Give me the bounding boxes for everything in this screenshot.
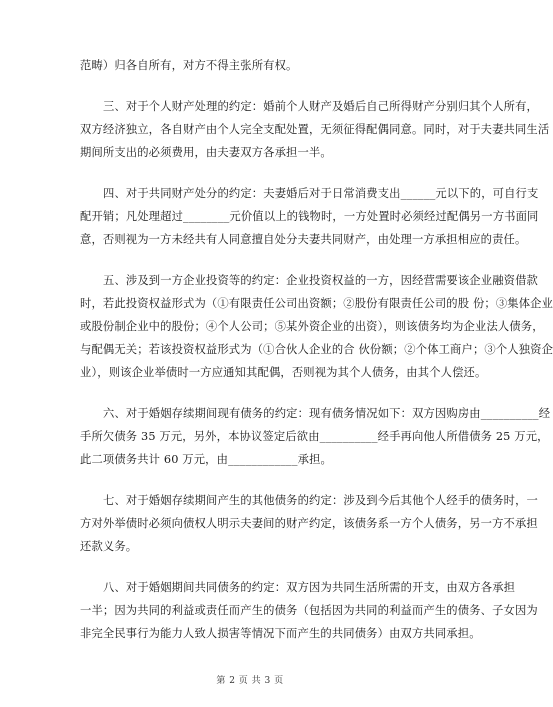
text-line: 此二项债务共计 60 万元，由____________承担。: [80, 453, 332, 466]
text-line: 八、对于婚姻期间共同债务的约定：双方因为共同生活所需的开支，由双方各承担: [103, 581, 516, 594]
text-line: 方对外举债时必须向债权人明示夫妻间的财产约定，该债务系一方个人债务，另一方不承担: [80, 517, 538, 530]
text-line: 四、对于共同财产处分的约定：夫妻婚后对于日常消费支出______元以下的，可自行支: [103, 187, 539, 200]
text-line: 七、对于婚姻存续期间产生的其他债务的约定：涉及到今后其他个人经手的债务时，一: [103, 494, 538, 507]
text-line: 范畴）归各自所有，对方不得主张所有权。: [80, 59, 298, 72]
page-footer: 第 2 页 共 3 页: [216, 676, 284, 686]
text-line: 非完全民事行为能力人致人损害等情况下而产生的共同债务）由双方共同承担。: [80, 627, 481, 640]
text-line: 手所欠债务 35 万元，另外，本协议签定后欲由__________经手再向他人所借债务 25 万元，: [80, 430, 549, 443]
text-line: 意，否则视为一方未经共有人同意擅自处分夫妻共同财产，由处理一方承担相应的责任。: [80, 233, 527, 246]
text-line: 配开销；凡处理超过________元价值以上的钱物时，一方处置时必须经过配偶另一方书面同: [80, 210, 539, 223]
text-line: 六、对于婚姻存续期间现有债务的约定：现有债务情况如下：双方因购房由__________经: [103, 407, 551, 420]
text-line: 期间所支出的必须费用，由夫妻双方各承担一半。: [80, 146, 332, 159]
text-line: 还款义务。: [80, 540, 138, 553]
text-line: 三、对于个人财产处理的约定：婚前个人财产及婚后自己所得财产分别归其个人所有，: [103, 100, 538, 113]
text-line: 双方经济独立，各自财产由个人完全支配处置，无须征得配偶同意。同时，对于夫妻共同生活: [80, 123, 550, 136]
text-line: 五、涉及到一方企业投资等的约定：企业投资权益的一方，因经营需要该企业融资借款: [103, 274, 538, 287]
text-line: 业），则该企业举债时一方应通知其配偶，否则视为其个人债务，由其个人偿还。: [80, 366, 487, 379]
text-line: 与配偶无关；若该投资权益形式为（①合伙人企业的合 伙份额；②个体工商户；③个人独资企: [80, 343, 553, 356]
text-line: 一半；因为共同的利益或责任而产生的债务（包括因为共同的利益而产生的债务、子女因为: [80, 604, 538, 617]
text-line: 或股份制企业中的股份；④个人公司；⑤某外资企业的出资），则该债务均为企业法人债务，: [80, 320, 544, 333]
text-line: 时，若此投资权益形式为（①有限责任公司出资额；②股份有限责任公司的股 份；③集体企业: [80, 297, 553, 310]
